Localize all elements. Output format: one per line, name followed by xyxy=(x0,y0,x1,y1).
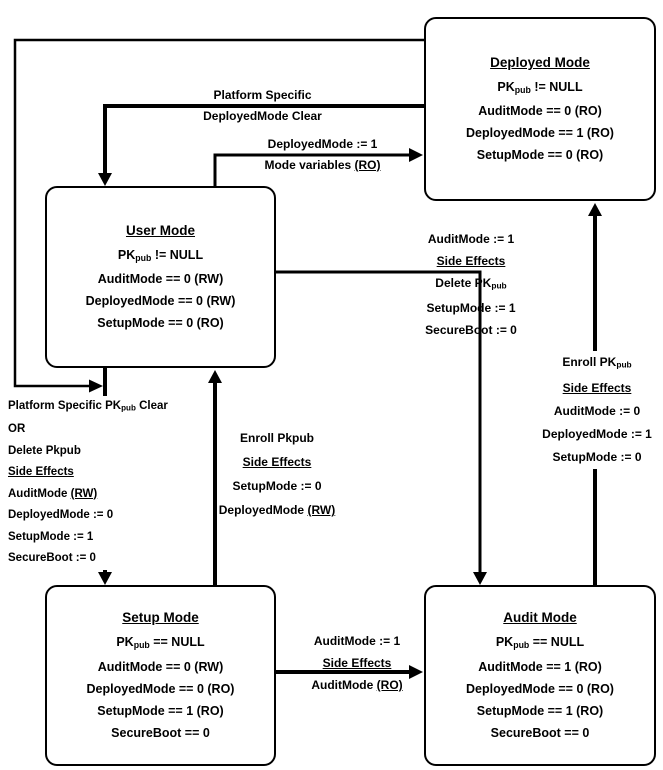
label-line xyxy=(8,396,168,419)
label-line xyxy=(535,351,659,377)
pk-subscript: pub xyxy=(616,359,632,370)
label-part-underlined: (RO) xyxy=(376,678,403,692)
pk-subscript: pub xyxy=(491,280,507,291)
side-effects-heading: Side Effects xyxy=(242,455,312,469)
label-part: AuditMode xyxy=(311,678,377,692)
state-line: SetupMode == 0 (RO) xyxy=(476,148,604,163)
transition-label-user-to-audit xyxy=(412,228,530,341)
arrowhead-audit-to-deployed xyxy=(588,203,602,216)
pk-subscript: pub xyxy=(514,84,531,95)
state-line: AuditMode == 0 (RW) xyxy=(97,272,224,287)
label-line: SecureBoot := 0 xyxy=(8,552,96,565)
state-line: DeployedMode == 0 (RO) xyxy=(86,681,235,696)
label-line: Platform Specific xyxy=(213,88,312,102)
state-line: AuditMode == 0 (RW) xyxy=(97,659,224,674)
label-line: SetupMode := 0 xyxy=(552,449,642,464)
state-line: SetupMode == 0 (RO) xyxy=(97,316,224,331)
arrowhead-user-to-deployed xyxy=(409,148,423,162)
transition-label-user-to-deployed xyxy=(240,134,405,176)
transition-label-to-setup xyxy=(8,396,172,570)
label-line: AuditMode := 1 xyxy=(427,232,515,246)
label-part: != NULL xyxy=(151,247,204,262)
label-part-underlined: (RW) xyxy=(307,503,336,517)
label-part-underlined: (RW) xyxy=(70,487,98,500)
transition-label-audit-to-deployed xyxy=(535,351,659,469)
label-part: Platform Specific PK xyxy=(8,400,122,412)
label-line: DeployedMode := 1 xyxy=(542,426,652,441)
label-part: Enroll PK xyxy=(562,355,617,369)
side-effects-heading: Side Effects xyxy=(8,466,74,479)
state-line: SecureBoot == 0 xyxy=(490,725,590,740)
label-part: PK xyxy=(116,635,134,650)
label-part: PK xyxy=(495,635,514,650)
arrowhead-user-to-setup xyxy=(98,572,112,585)
state-line-pk xyxy=(118,244,203,269)
label-part: != NULL xyxy=(530,79,583,94)
pk-subscript: pub xyxy=(513,639,530,650)
label-part: Delete PK xyxy=(435,276,492,290)
transition-label-deployed-to-user xyxy=(180,85,345,127)
state-box-setup-mode xyxy=(45,585,276,766)
side-effects-heading: Side Effects xyxy=(562,380,632,395)
label-part: == NULL xyxy=(149,635,205,650)
label-line xyxy=(214,498,340,522)
label-line: DeployedMode := 0 xyxy=(8,509,114,522)
state-title: Audit Mode xyxy=(503,610,577,626)
state-line: SecureBoot == 0 xyxy=(111,725,210,740)
label-line: Delete Pkpub xyxy=(8,444,81,457)
state-line: DeployedMode == 1 (RO) xyxy=(466,126,614,141)
label-line: Enroll Pkpub xyxy=(239,431,314,445)
transition-label-setup-to-user xyxy=(214,426,340,522)
state-line: DeployedMode == 0 (RO) xyxy=(466,681,614,696)
label-line: DeployedMode Clear xyxy=(203,109,322,123)
label-part: AuditMode xyxy=(8,487,71,500)
label-line xyxy=(8,484,168,506)
label-line: SecureBoot := 0 xyxy=(425,322,517,337)
label-line: SetupMode := 0 xyxy=(232,479,322,493)
label-part: Mode variables xyxy=(264,158,355,172)
arrowhead-deployed-to-setup xyxy=(89,380,103,393)
label-line xyxy=(297,674,417,696)
label-part: == NULL xyxy=(529,635,585,650)
state-box-deployed-mode xyxy=(424,17,656,201)
state-title: Setup Mode xyxy=(122,610,199,626)
state-line-pk xyxy=(497,76,582,101)
arrowhead-deployed-to-user xyxy=(98,173,112,186)
pk-subscript: pub xyxy=(133,639,150,650)
label-line: SetupMode := 1 xyxy=(426,300,516,315)
state-line: SetupMode == 1 (RO) xyxy=(476,703,604,718)
label-line: DeployedMode := 1 xyxy=(267,137,378,151)
state-line-pk xyxy=(496,631,584,656)
arrowhead-setup-to-user xyxy=(208,370,222,383)
state-box-audit-mode xyxy=(424,585,656,766)
label-line: SetupMode := 1 xyxy=(8,530,94,543)
pk-subscript: pub xyxy=(121,403,136,413)
label-part: Clear xyxy=(135,400,168,412)
state-box-user-mode xyxy=(45,186,276,368)
state-title: User Mode xyxy=(125,222,196,238)
state-line: SetupMode == 1 (RO) xyxy=(97,703,224,718)
label-line: OR xyxy=(8,423,26,436)
side-effects-heading: Side Effects xyxy=(436,254,506,268)
state-line: AuditMode == 1 (RO) xyxy=(478,659,602,674)
label-part: PK xyxy=(117,247,136,262)
side-effects-heading: Side Effects xyxy=(322,656,392,670)
state-line-pk xyxy=(116,631,204,656)
label-line: AuditMode := 1 xyxy=(313,634,401,648)
state-line: AuditMode == 0 (RO) xyxy=(478,104,602,119)
label-line: AuditMode := 0 xyxy=(553,403,641,418)
label-part: DeployedMode xyxy=(218,503,308,517)
transition-label-setup-to-audit xyxy=(297,630,417,696)
state-line: DeployedMode == 0 (RW) xyxy=(85,294,236,309)
label-part: PK xyxy=(497,79,515,94)
state-title: Deployed Mode xyxy=(490,54,590,70)
label-part-underlined: (RO) xyxy=(354,158,381,172)
label-line xyxy=(240,155,405,176)
label-line xyxy=(412,272,530,297)
pk-subscript: pub xyxy=(135,252,152,263)
arrowhead-user-to-audit xyxy=(473,572,487,585)
